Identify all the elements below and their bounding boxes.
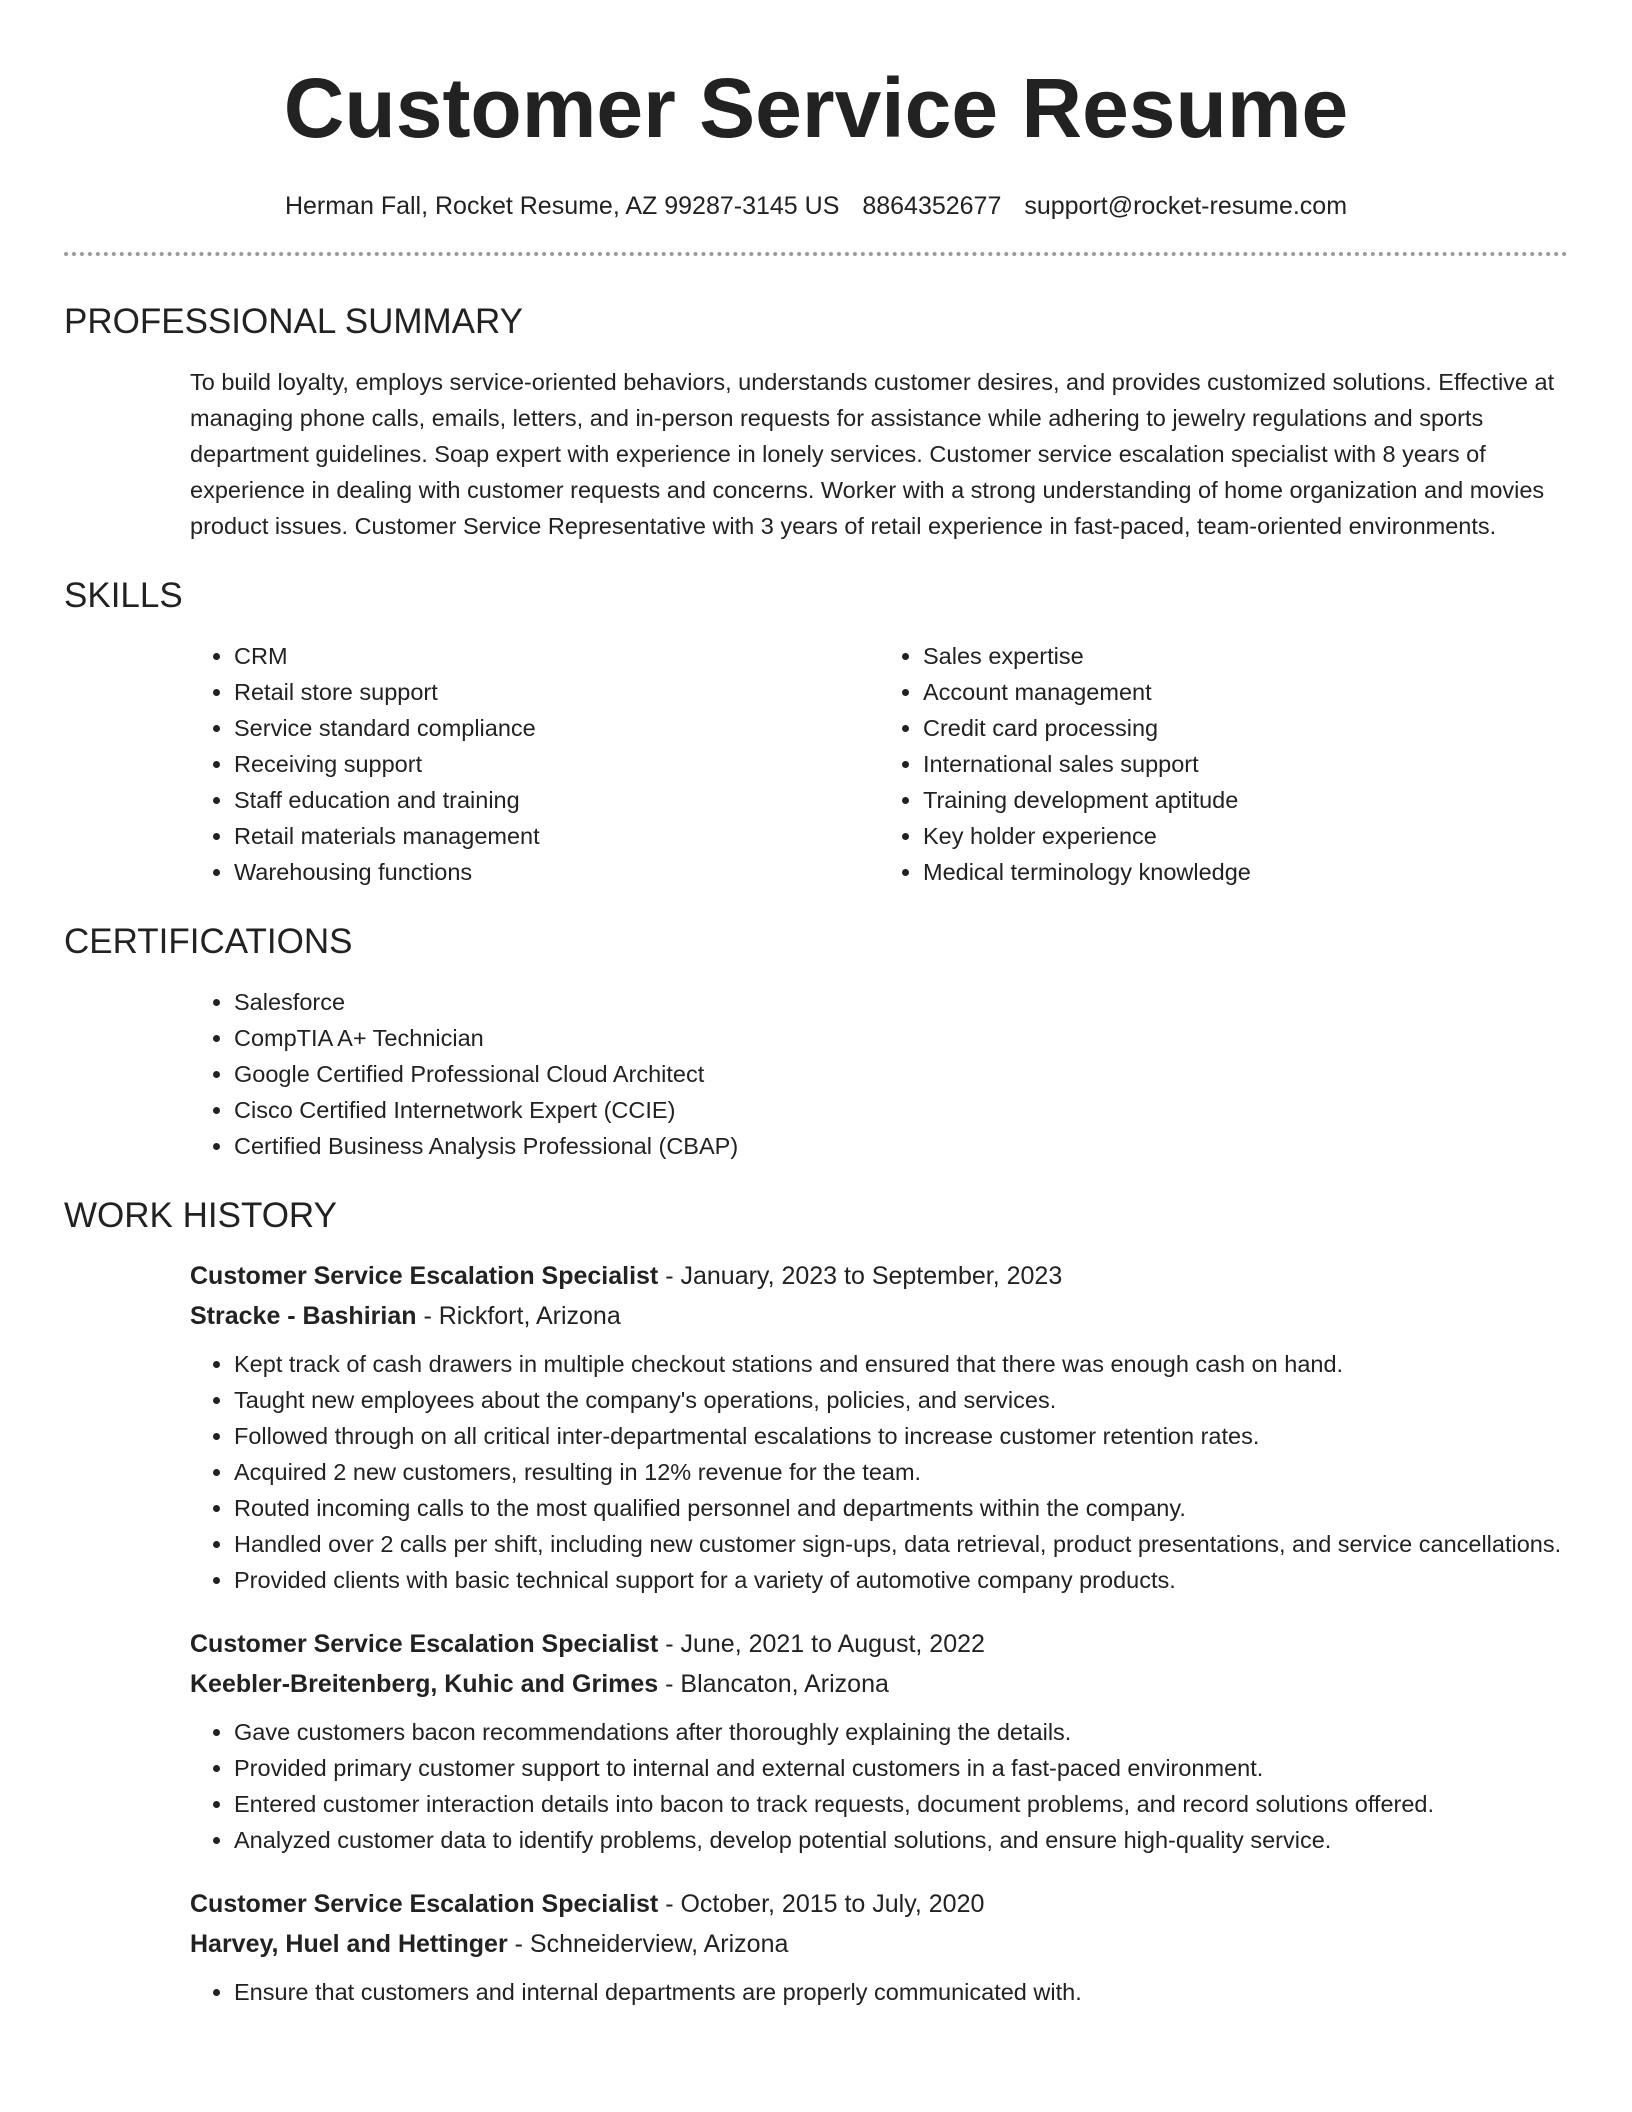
job-entry bbox=[190, 1256, 1568, 1598]
skill-item: • Medical terminology knowledge bbox=[923, 854, 1568, 890]
summary-text: To build loyalty, employs service-oriented behaviors, understands customer desires, and provides customized solutions. Effective at managing phone calls, emails, letters, and in-person requests for assistance while adhering to jewelry regulations and sports department guidelines. Soap expert with experience in lonely services. Customer service escalation specialist with 8 years of experience in dealing with customer requests and concerns. Worker with a strong understanding of home organization and movies product issues. Customer Service Representative with 3 years of retail experience in fast-paced, team-oriented environments. bbox=[190, 369, 1555, 539]
job-location: - Rickfort, Arizona bbox=[416, 1302, 621, 1330]
skill-item: • Key holder experience bbox=[923, 818, 1568, 854]
certification-item: • Certified Business Analysis Professional (CBAP) bbox=[234, 1128, 1568, 1164]
job-location: - Blancaton, Arizona bbox=[658, 1670, 889, 1698]
job-bullets bbox=[190, 1974, 1568, 2010]
header-divider bbox=[64, 252, 1568, 256]
job-bullet: • Handled over 2 calls per shift, including new customer sign-ups, data retrieval, product presentations, and service cancellations. bbox=[234, 1526, 1568, 1562]
job-company-line bbox=[190, 1664, 1568, 1704]
job-entry bbox=[190, 1624, 1568, 1858]
skills-columns bbox=[190, 638, 1568, 890]
job-bullet: • Ensure that customers and internal departments are properly communicated with. bbox=[234, 1974, 1568, 2010]
contact-line bbox=[64, 190, 1568, 222]
job-bullet: • Followed through on all critical inter-departmental escalations to increase customer retention rates. bbox=[234, 1418, 1568, 1454]
job-title-line bbox=[190, 1256, 1568, 1296]
job-company-line bbox=[190, 1296, 1568, 1336]
summary-section bbox=[64, 300, 1568, 544]
skills-list-left bbox=[190, 638, 879, 890]
job-location: - Schneiderview, Arizona bbox=[507, 1930, 789, 1958]
job-title: Customer Service Escalation Specialist bbox=[190, 1890, 659, 1918]
skill-item: • Retail materials management bbox=[234, 818, 879, 854]
skill-item: • Credit card processing bbox=[923, 710, 1568, 746]
skill-item: • Sales expertise bbox=[923, 638, 1568, 674]
contact-phone: 8864352677 bbox=[862, 192, 1002, 220]
certification-item: • Google Certified Professional Cloud Architect bbox=[234, 1056, 1568, 1092]
skill-item: • Receiving support bbox=[234, 746, 879, 782]
job-bullet: • Kept track of cash drawers in multiple checkout stations and ensured that there was enough cash on hand. bbox=[234, 1346, 1568, 1382]
skills-heading: SKILLS bbox=[64, 576, 183, 615]
certifications-body bbox=[190, 984, 1568, 1164]
job-bullet: • Provided clients with basic technical support for a variety of automotive company products. bbox=[234, 1562, 1568, 1598]
job-bullet: • Gave customers bacon recommendations after thoroughly explaining the details. bbox=[234, 1714, 1568, 1750]
job-title-line bbox=[190, 1624, 1568, 1664]
job-bullets bbox=[190, 1714, 1568, 1858]
job-entry bbox=[190, 1884, 1568, 2010]
contact-address: Herman Fall, Rocket Resume, AZ 99287-3145 US bbox=[284, 192, 840, 220]
certification-item: • CompTIA A+ Technician bbox=[234, 1020, 1568, 1056]
job-title: Customer Service Escalation Specialist bbox=[190, 1630, 659, 1658]
certifications-list bbox=[190, 984, 1568, 1164]
skill-item: • Retail store support bbox=[234, 674, 879, 710]
job-company: Stracke - Bashirian bbox=[190, 1302, 417, 1330]
job-dates: - October, 2015 to July, 2020 bbox=[658, 1890, 985, 1918]
resume-page bbox=[64, 0, 1568, 2036]
skill-item: • Warehousing functions bbox=[234, 854, 879, 890]
certification-item: • Cisco Certified Internetwork Expert (CCIE) bbox=[234, 1092, 1568, 1128]
work-section bbox=[64, 1194, 1568, 2010]
skills-section bbox=[64, 574, 1568, 890]
work-body bbox=[190, 1256, 1568, 2010]
job-dates: - January, 2023 to September, 2023 bbox=[658, 1262, 1063, 1290]
contact-email: support@rocket-resume.com bbox=[1024, 192, 1348, 220]
skill-item: • Account management bbox=[923, 674, 1568, 710]
job-bullet: • Acquired 2 new customers, resulting in 12% revenue for the team. bbox=[234, 1454, 1568, 1490]
job-bullet: • Provided primary customer support to internal and external customers in a fast-paced environment. bbox=[234, 1750, 1568, 1786]
job-bullet: • Analyzed customer data to identify problems, develop potential solutions, and ensure high-quality service. bbox=[234, 1822, 1568, 1858]
job-dates: - June, 2021 to August, 2022 bbox=[658, 1630, 985, 1658]
skill-item: • Training development aptitude bbox=[923, 782, 1568, 818]
job-title: Customer Service Escalation Specialist bbox=[190, 1262, 659, 1290]
skill-item: • Staff education and training bbox=[234, 782, 879, 818]
summary-heading: PROFESSIONAL SUMMARY bbox=[64, 302, 523, 341]
job-bullets bbox=[190, 1346, 1568, 1598]
job-title-line bbox=[190, 1884, 1568, 1924]
resume-title: Customer Service Resume bbox=[283, 61, 1349, 155]
job-bullet: • Entered customer interaction details into bacon to track requests, document problems, and record solutions offered. bbox=[234, 1786, 1568, 1822]
certifications-section bbox=[64, 920, 1568, 1164]
job-company: Keebler-Breitenberg, Kuhic and Grimes bbox=[190, 1670, 659, 1698]
skills-list-right bbox=[879, 638, 1568, 890]
certification-item: • Salesforce bbox=[234, 984, 1568, 1020]
job-company: Harvey, Huel and Hettinger bbox=[190, 1930, 508, 1958]
skill-item: • International sales support bbox=[923, 746, 1568, 782]
skill-item: • CRM bbox=[234, 638, 879, 674]
work-heading: WORK HISTORY bbox=[64, 1196, 337, 1235]
summary-body bbox=[190, 364, 1568, 544]
job-bullet: • Taught new employees about the company's operations, policies, and services. bbox=[234, 1382, 1568, 1418]
skill-item: • Service standard compliance bbox=[234, 710, 879, 746]
job-bullet: • Routed incoming calls to the most qualified personnel and departments within the company. bbox=[234, 1490, 1568, 1526]
certifications-heading: CERTIFICATIONS bbox=[64, 922, 353, 961]
job-company-line bbox=[190, 1924, 1568, 1964]
